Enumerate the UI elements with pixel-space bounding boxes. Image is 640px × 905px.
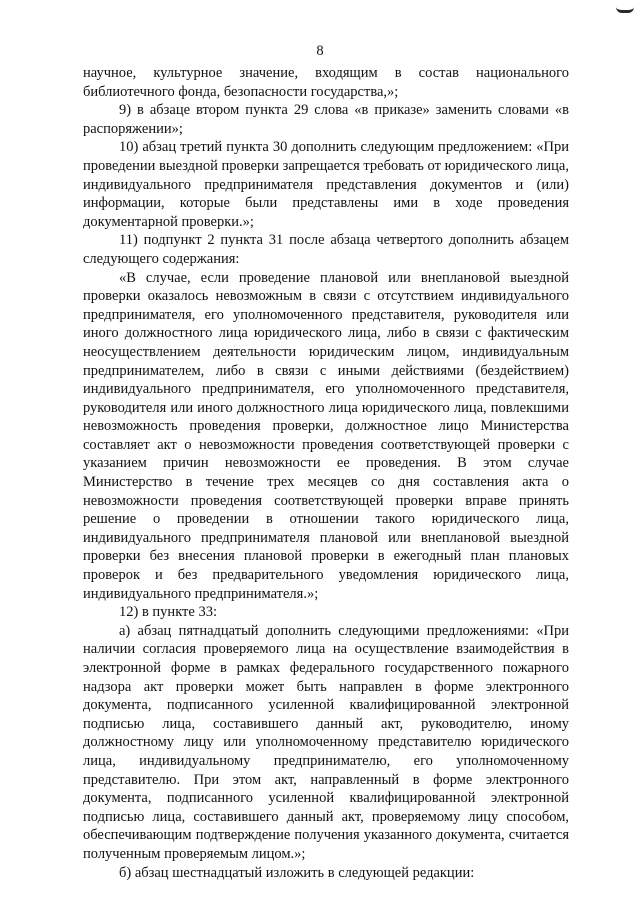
scan-corner-mark	[616, 0, 634, 13]
paragraph-item-12: 12) в пункте 33:	[119, 604, 217, 621]
paragraph-item-11: 11) подпункт 2 пункта 31 после абзаца четвертого дополнить абзацем следующего содержания:	[83, 232, 569, 267]
paragraph-quoted-addition: «В случае, если проведение плановой или внеплановой выездной проверки оказалось невозможным в связи с отсутствием индивидуального предпринимателя, его уполномоченного представителя, руководителя или иного должностного лица юридического лица, либо в связи с фактическим неосуществлением деятельности юридическим лицом, индивидуальным предпринимателем, либо в связи с иными действиями (бездействием) индивидуального предпринимателя, его уполномоченного представителя, руководителя или иного должностного лица юридического лица, повлекшими невозможность проведения проверки, должностное лицо Министерства составляет акт о невозможности проведения соответствующей проверки с указанием причин невозможности ее проведения. В этом случае Министерство в течение трех месяцев со дня составления акта о невозможности проведения соответствующей проверки вправе принять решение о проведении в отношении такого юридического лица, индивидуального предпринимателя плановой или внеплановой выездной проверки без внесения плановой проверки в ежегодный план плановых проверок и без предварительного уведомления юридического лица, индивидуального предпринимателя.»;	[83, 269, 569, 602]
paragraph-item-9: 9) в абзаце втором пункта 29 слова «в приказе» заменить словами «в распоряжении»;	[83, 102, 569, 137]
document-body	[83, 64, 569, 882]
paragraph-subitem-b: б) абзац шестнадцатый изложить в следующей редакции:	[119, 864, 475, 881]
paragraph-item-10: 10) абзац третий пункта 30 дополнить следующим предложением: «При проведении выездной проверки запрещается требовать от юридического лица, индивидуального предпринимателя представления документов и (или) информации, которые были представлены ими в ходе проведения документарной проверки.»;	[83, 139, 569, 230]
page-number: 8	[316, 43, 324, 59]
paragraph-continuation: научное, культурное значение, входящим в состав национального библиотечного фонда, безопасности государства,»;	[83, 65, 569, 100]
paragraph-subitem-a: а) абзац пятнадцатый дополнить следующими предложениями: «При наличии согласия проверяемого лица на осуществление взаимодействия в электронной форме в рамках федерального государственного пожарного надзора акт проверки может быть направлен в форме электронного документа, подписанного усиленной квалифицированной электронной подписью лица, составившего данный акт, руководителю, иному должностному лицу или уполномоченному представителю юридического лица, индивидуальному предпринимателю, его уполномоченному представителю. При этом акт, направленный в форме электронного документа, подписанного усиленной квалифицированной электронной подписью лица, составившего данный акт, проверяемому лицу способом, обеспечивающим подтверждение получения указанного документа, считается полученным проверяемым лицом.»;	[83, 622, 569, 862]
